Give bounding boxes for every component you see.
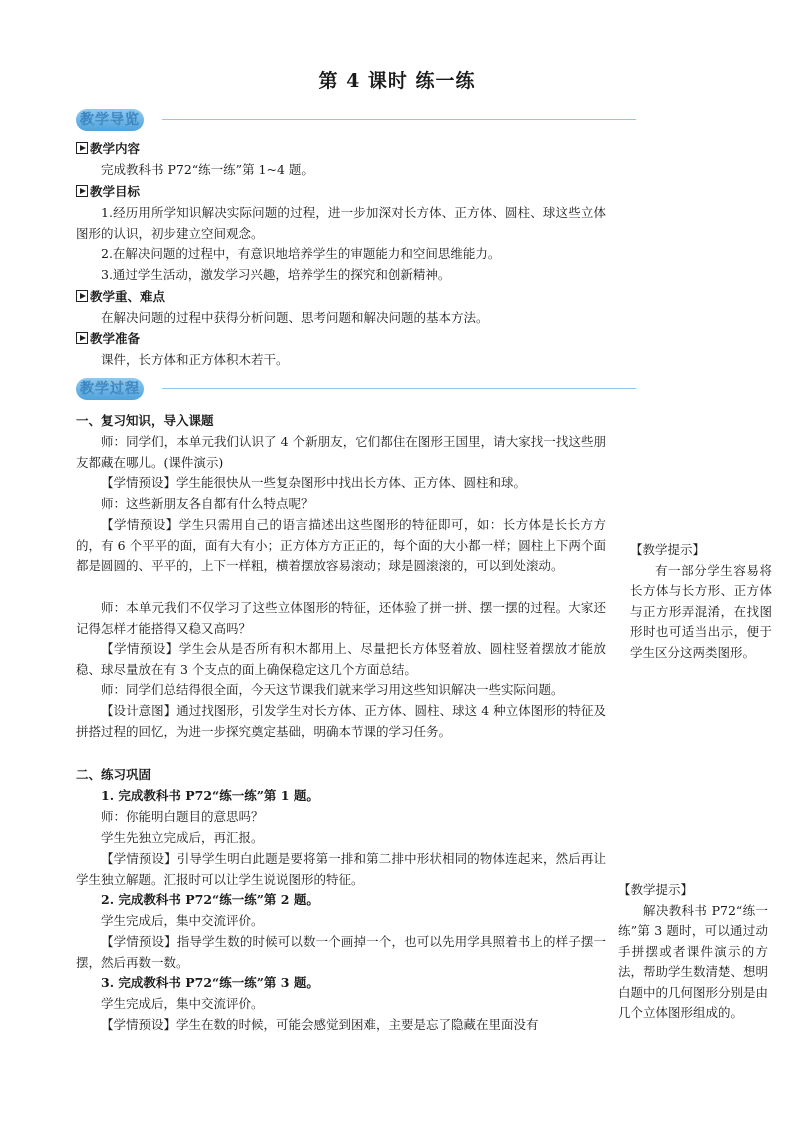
exercise-3-heading: 3. 完成教科书 P72“练一练”第 3 题。	[101, 975, 319, 990]
play-triangle-icon	[76, 290, 88, 302]
section-goals-heading: 教学目标	[90, 184, 141, 199]
banner-guide-rule	[162, 119, 636, 120]
exercise-2-para-2: 【学情预设】指导学生数的时候可以数一个画掉一个，也可以先用学具照着书上的样子摆一摆，然后再数一数。	[76, 934, 606, 970]
teaching-tip-1	[630, 540, 772, 663]
section-preparation	[76, 330, 140, 348]
exercise-1-heading: 1. 完成教科书 P72“练一练”第 1 题。	[101, 788, 319, 803]
play-triangle-icon	[76, 185, 88, 197]
exercise-1-para-1: 师：你能明白题目的意思吗？	[101, 809, 264, 824]
banner-process-label: 教学过程	[76, 378, 144, 400]
key-text: 在解决问题的过程中获得分析问题、思考问题和解决问题的基本方法。	[101, 310, 489, 325]
section-key-heading: 教学重、难点	[90, 289, 166, 304]
part1-para-8: 【设计意图】通过找图形，引发学生对长方体、正方体、圆柱、球这 4 种立体图形的特征及拼搭过程的回忆，为进一步探究奠定基础，明确本节课的学习任务。	[76, 703, 606, 739]
part1-para-2: 【学情预设】学生能很快从一些复杂图形中找出长方体、正方体、圆柱和球。	[101, 475, 527, 490]
part1-para-4: 【学情预设】学生只需用自己的语言描述出这些图形的特征即可，如：长方体是长长方方的，有 6 个平平的面，面有大有小；正方体方方正正的，每个面的大小都一样；圆柱上下两个面都是圆圆的、平平的，上下一样粗，横着摆放容易滚动；球是圆滚滚的，可以到处滚动。	[76, 517, 606, 573]
banner-process	[76, 378, 636, 402]
goal-3: 3.通过学生活动，激发学习兴趣，培养学生的探究和创新精神。	[101, 267, 451, 282]
exercise-3-para-1: 学生完成后，集中交流评价。	[101, 996, 264, 1011]
teaching-tip-2-text: 解决教科书 P72“练一练”第 3 题时，可以通过动手拼摆或者课件演示的方法，帮助学生数清楚、想明白题中的几何图形分别是由几个立体图形组成的。	[618, 902, 769, 1020]
teaching-tip-1-text: 有一部分学生容易将长方体与长方形、正方体与正方形弄混淆，在找图形时也可适当出示，便于学生区分这两类图形。	[630, 562, 772, 660]
exercise-3-para-2: 【学情预设】学生在数的时候，可能会感觉到困难，主要是忘了隐藏在里面没有	[101, 1017, 539, 1032]
play-triangle-icon	[76, 142, 88, 154]
exercise-1-para-3: 【学情预设】引导学生明白此题是要将第一排和第二排中形状相同的物体连起来，然后再让学生独立解题。汇报时可以让学生说说图形的特征。	[76, 851, 606, 887]
banner-guide-label: 教学导览	[76, 109, 144, 131]
prep-text: 课件，长方体和正方体积木若干。	[101, 352, 289, 367]
exercise-2-para-1: 学生完成后，集中交流评价。	[101, 913, 264, 928]
section-content-heading: 教学内容	[90, 141, 141, 156]
play-triangle-icon	[76, 332, 88, 344]
section-key-points	[76, 288, 165, 306]
part1-para-6: 【学情预设】学生会从是否所有积木都用上、尽量把长方体竖着放、圆柱竖着摆放才能放稳、球尽量放在有 3 个支点的面上确保稳定这几个方面总结。	[76, 641, 606, 677]
banner-process-rule	[162, 388, 636, 389]
exercise-2-heading: 2. 完成教科书 P72“练一练”第 2 题。	[101, 892, 319, 907]
section-goals	[76, 183, 140, 201]
page-title: 第 4 课时 练一练	[318, 70, 476, 92]
part1-para-1: 师：同学们，本单元我们认识了 4 个新朋友，它们都住在图形王国里，请大家找一找这些朋友都藏在哪儿。(课件演示)	[76, 434, 606, 470]
teaching-tip-2	[618, 880, 768, 1024]
part1-heading: 一、复习知识，导入课题	[76, 413, 214, 428]
section-prep-heading: 教学准备	[90, 331, 141, 346]
exercise-1-para-2: 学生先独立完成后，再汇报。	[101, 830, 264, 845]
goal-2: 2.在解决问题的过程中，有意识地培养学生的审题能力和空间思维能力。	[101, 246, 501, 261]
part1-para-5: 师：本单元我们不仅学习了这些立体图形的特征，还体验了拼一拼、摆一摆的过程。大家还记得怎样才能搭得又稳又高吗？	[76, 600, 606, 636]
banner-guide	[76, 109, 636, 133]
part1-para-3: 师：这些新朋友各自都有什么特点呢？	[101, 496, 314, 511]
goal-1: 1.经历用所学知识解决实际问题的过程，进一步加深对长方体、正方体、圆柱、球这些立体图形的认识，初步建立空间观念。	[76, 205, 606, 241]
part1-para-7: 师：同学们总结得很全面，今天这节课我们就来学习用这些知识解决一些实际问题。	[101, 682, 564, 697]
content-text: 完成教科书 P72“练一练”第 1~4 题。	[101, 162, 314, 177]
section-content	[76, 140, 140, 158]
teaching-tip-1-heading: 【教学提示】	[630, 542, 706, 557]
part2-heading: 二、练习巩固	[76, 767, 152, 782]
teaching-tip-2-heading: 【教学提示】	[618, 882, 694, 897]
